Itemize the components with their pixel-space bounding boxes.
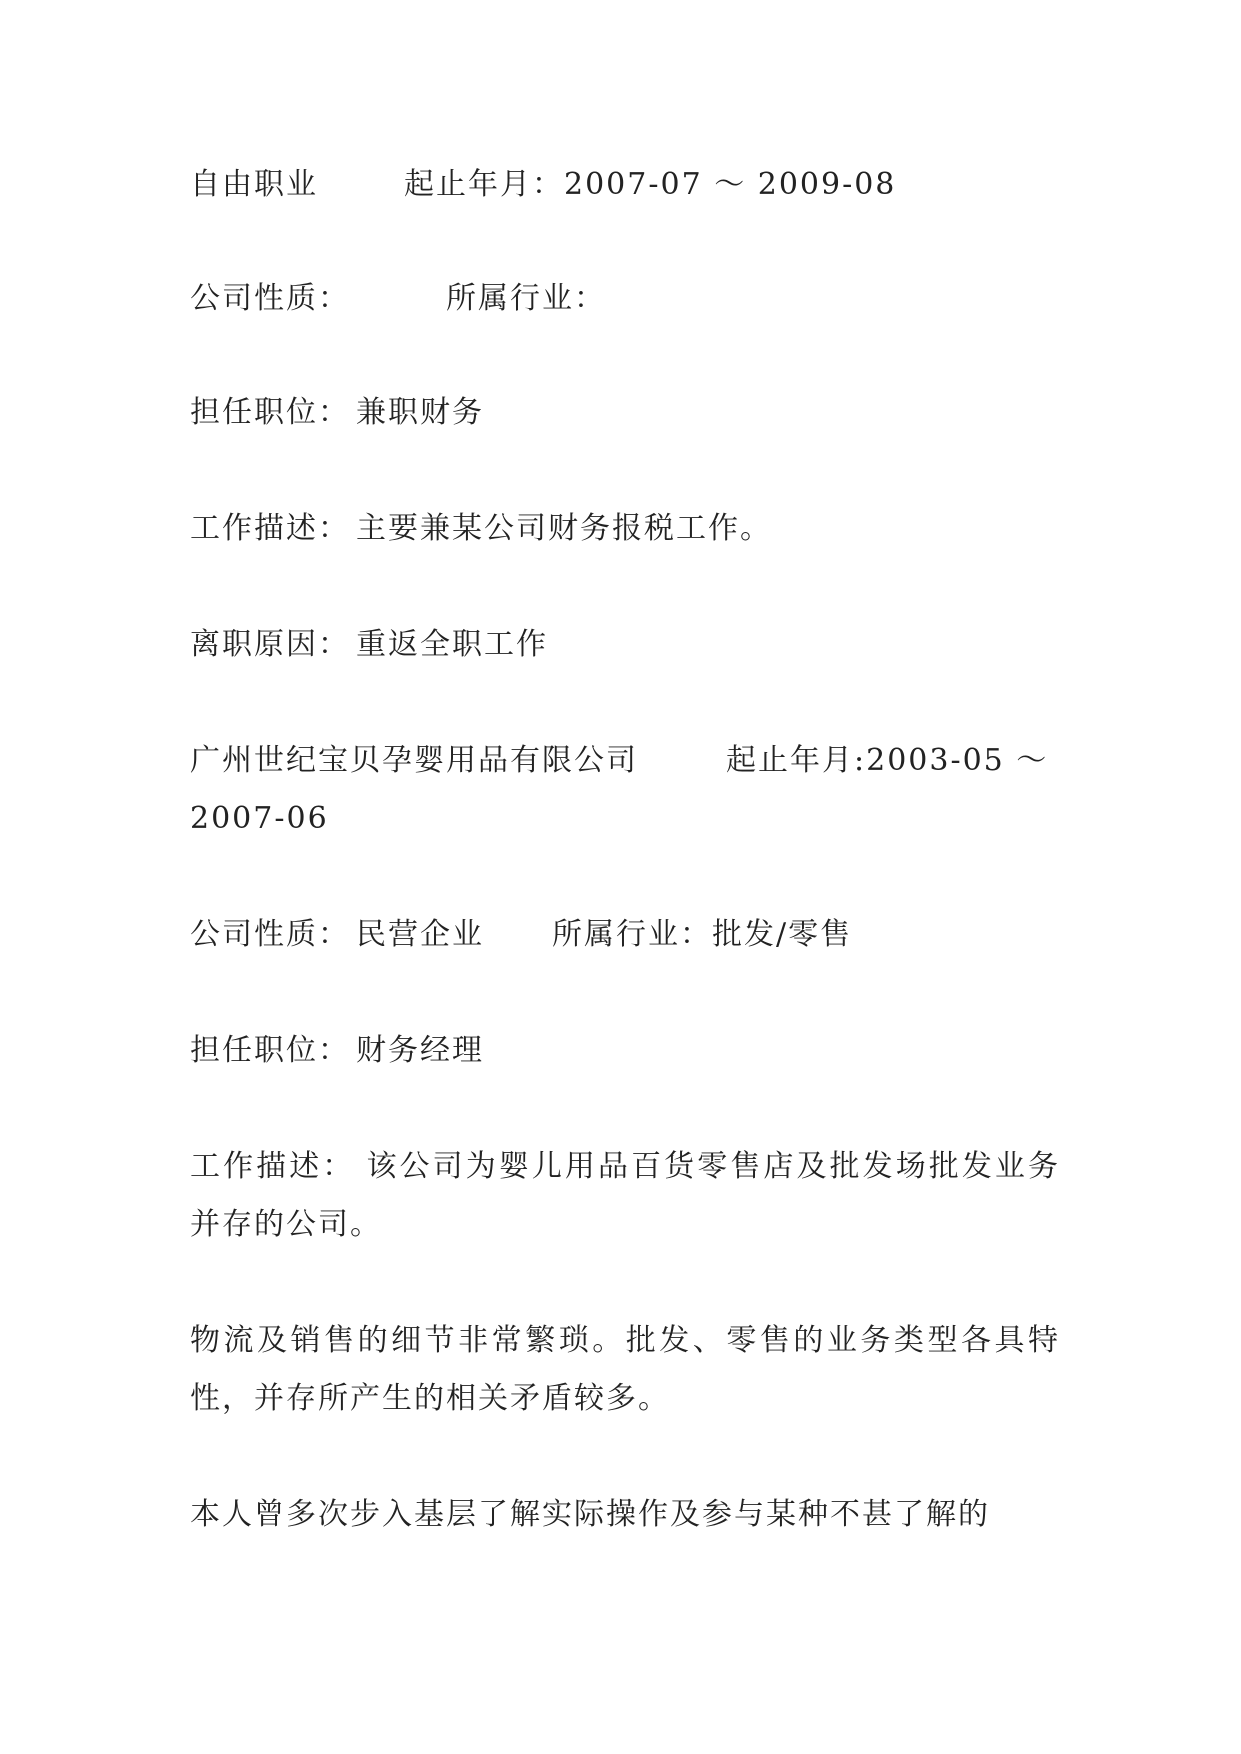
entry-1-nature-label: 公司性质：	[190, 281, 350, 316]
entry-1-position-row	[190, 384, 484, 442]
entry-2-paragraph-2: 本人曾多次步入基层了解实际操作及参与某种不甚了解的	[190, 1497, 990, 1532]
entry-2-description-label: 工作描述：	[190, 1149, 356, 1184]
entry-2-period-start: 2003-05 ～	[866, 743, 1049, 778]
entry-2-position: 财务经理	[356, 1033, 484, 1068]
entry-2-description-paragraph	[190, 1138, 1060, 1254]
entry-2-nature-label: 公司性质：	[190, 917, 350, 952]
entry-1-header	[190, 156, 896, 214]
entry-2-nature: 民营企业	[356, 917, 484, 952]
entry-1-description: 主要兼某公司财务报税工作。	[356, 511, 772, 546]
entry-1-position: 兼职财务	[356, 395, 484, 430]
entry-1-nature-row	[190, 270, 606, 328]
entry-2-period-end: 2007-06	[190, 801, 329, 836]
entry-1-leave-label: 离职原因：	[190, 627, 350, 662]
entry-2-description: 该公司为婴儿用品百货零售店及批发场批发业务并存的公司。	[190, 1149, 1061, 1242]
entry-1-leave-reason: 重返全职工作	[356, 627, 548, 662]
entry-1-company: 自由职业	[190, 167, 318, 202]
entry-2-industry: 批发/零售	[712, 917, 853, 952]
entry-2-industry-label: 所属行业：	[552, 917, 712, 952]
entry-2-nature-row	[190, 906, 852, 964]
entry-2-position-row	[190, 1022, 484, 1080]
entry-1-period: 2007-07 ～ 2009-08	[564, 167, 897, 202]
entry-1-industry-label: 所属行业：	[446, 281, 606, 316]
entry-2-period-end-row	[190, 790, 329, 848]
entry-2-header	[190, 732, 1048, 790]
entry-1-period-label: 起止年月：	[404, 167, 564, 202]
entry-1-description-row	[190, 500, 772, 558]
entry-1-description-label: 工作描述：	[190, 511, 350, 546]
entry-2-period-label: 起止年月:	[726, 743, 867, 778]
entry-2-company: 广州世纪宝贝孕婴用品有限公司	[190, 743, 638, 778]
entry-2-position-label: 担任职位：	[190, 1033, 350, 1068]
entry-1-leave-row	[190, 616, 548, 674]
entry-1-position-label: 担任职位：	[190, 395, 350, 430]
entry-2-paragraph-1: 物流及销售的细节非常繁琐。批发、零售的业务类型各具特性，并存所产生的相关矛盾较多。	[190, 1323, 1060, 1416]
